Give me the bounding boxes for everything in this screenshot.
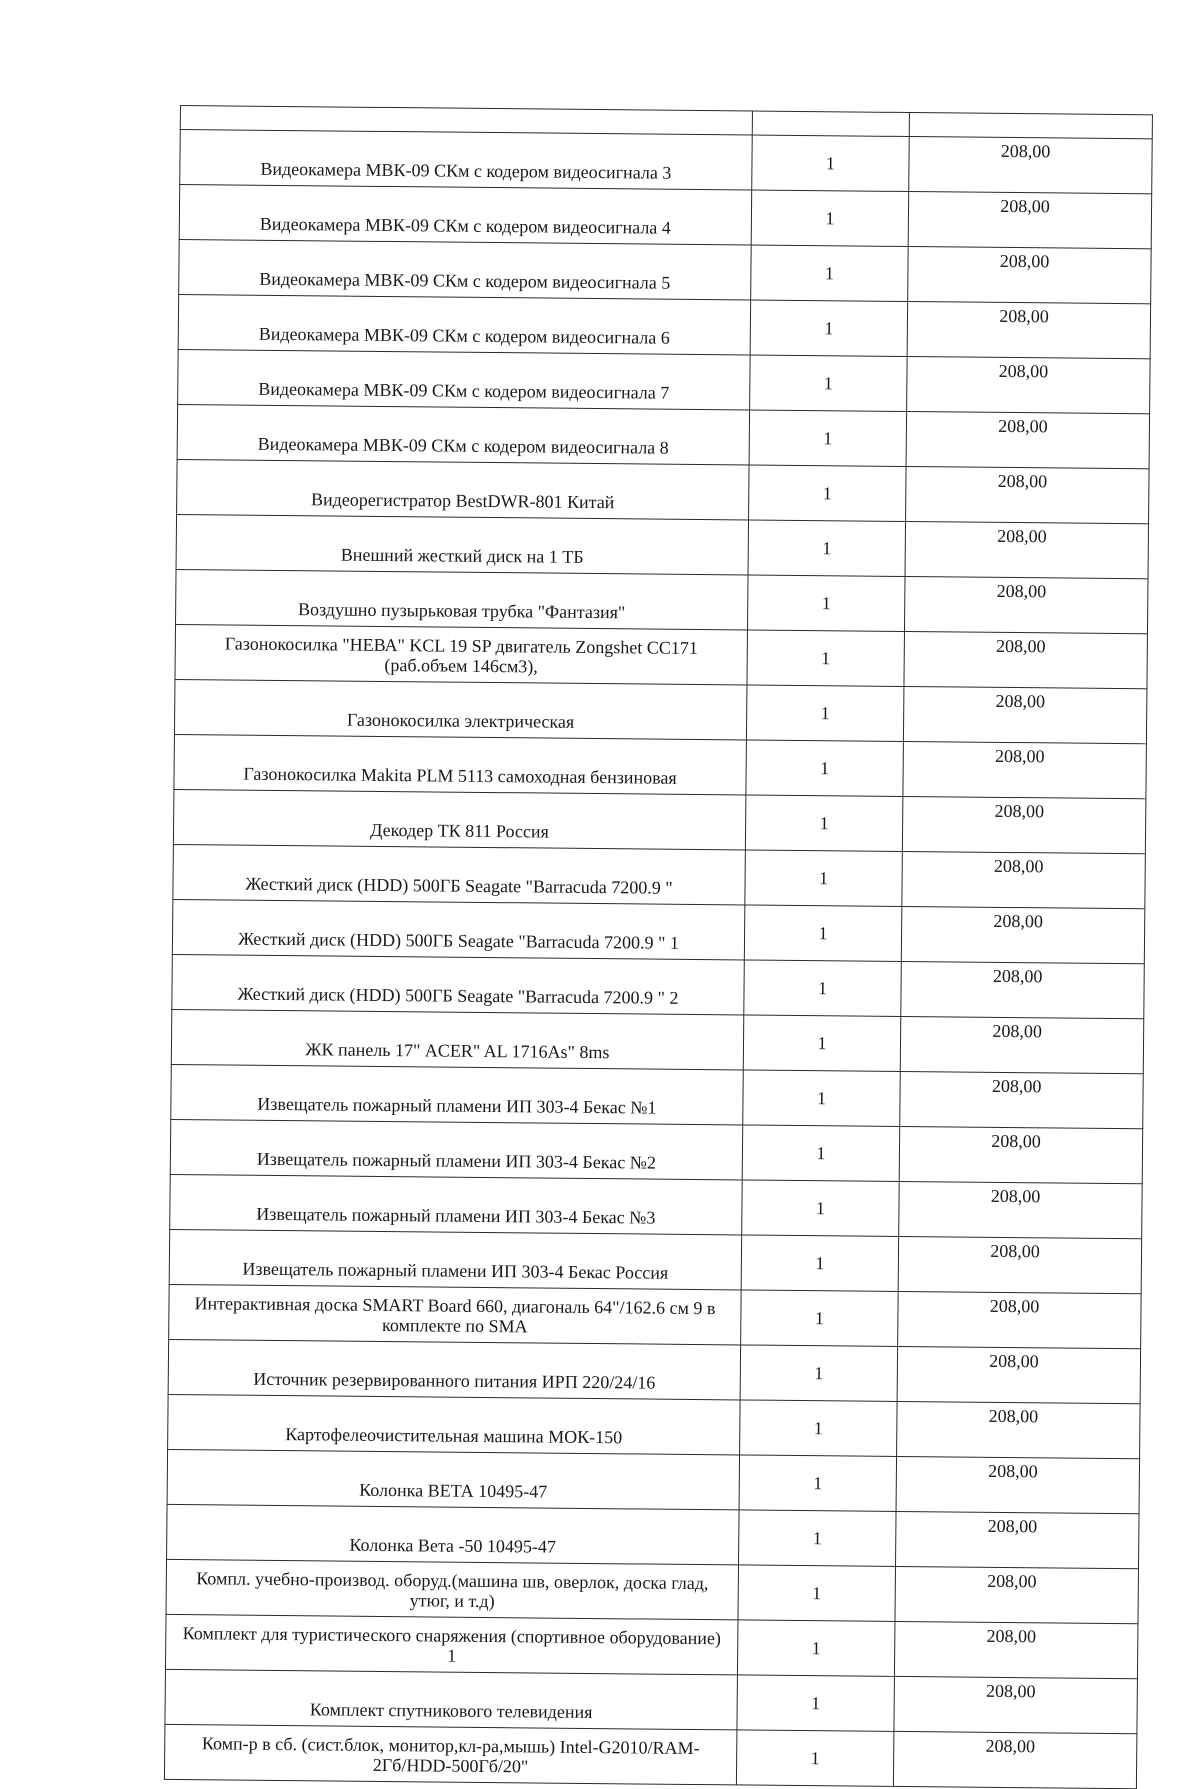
item-qty-cell: 1 [736, 1730, 894, 1787]
item-qty-cell: 1 [748, 520, 906, 577]
item-qty-cell: 1 [743, 1070, 901, 1127]
table-row [176, 514, 1148, 578]
table-row [175, 624, 1147, 688]
item-name-cell: Комплект для туристического снаряжения (спортивное оборудование) 1 [165, 1614, 738, 1674]
table-row [167, 1449, 1139, 1513]
table-row [180, 130, 1152, 194]
item-name-cell: Колонка ВЕТА 10495-47 [167, 1449, 740, 1509]
table-row [177, 459, 1149, 523]
item-value-cell: 208,00 [899, 1126, 1143, 1183]
item-value-cell: 208,00 [901, 961, 1145, 1018]
item-value-cell: 208,00 [897, 1346, 1141, 1403]
item-name-cell: Комп-р в сб. (сист.блок, монитор,кл-ра,мышь) Intel-G2010/RAM-2Гб/HDD-500Гб/20" [164, 1724, 737, 1784]
document-sheet [164, 105, 1152, 1789]
item-qty-cell: 1 [740, 1345, 898, 1402]
table-row [168, 1394, 1140, 1458]
item-name-cell: Компл. учебно-производ. оборуд.(машина шв, оверлок, доска глад, утюг, и т.д) [166, 1559, 739, 1619]
item-name-cell: Видеокамера МВК-09 СКм с кодером видеосигнала 7 [178, 349, 751, 409]
item-value-cell: 208,00 [906, 411, 1150, 468]
item-qty-cell: 1 [750, 355, 908, 412]
table-row [170, 1174, 1142, 1238]
item-name-cell: Видеокамера МВК-09 СКм с кодером видеосигнала 6 [178, 294, 751, 354]
item-value-cell: 208,00 [907, 301, 1151, 358]
item-value-cell: 208,00 [904, 576, 1148, 633]
header-cell-qty [752, 111, 909, 137]
item-value-cell: 208,00 [897, 1401, 1141, 1458]
item-name-cell: Извещатель пожарный пламени ИП 303-4 Бекас №2 [170, 1119, 743, 1179]
item-qty-cell: 1 [739, 1455, 897, 1512]
item-value-cell: 208,00 [909, 137, 1153, 194]
item-name-cell: Воздушно пузырьковая трубка "Фантазия" [176, 569, 749, 629]
item-value-cell: 208,00 [903, 741, 1147, 798]
item-value-cell: 208,00 [898, 1291, 1142, 1348]
item-qty-cell: 1 [741, 1290, 899, 1347]
table-row [177, 404, 1149, 468]
table-row [167, 1504, 1139, 1568]
item-value-cell: 208,00 [902, 796, 1146, 853]
item-qty-cell: 1 [746, 685, 904, 742]
table-row [169, 1229, 1141, 1293]
item-qty-cell: 1 [749, 410, 907, 467]
item-value-cell: 208,00 [895, 1566, 1139, 1623]
item-name-cell: Колонка Вета -50 10495-47 [167, 1504, 740, 1564]
item-qty-cell: 1 [751, 190, 909, 247]
item-name-cell: Источник резервированного питания ИРП 220/24/16 [168, 1339, 741, 1399]
item-value-cell: 208,00 [903, 686, 1147, 743]
item-qty-cell: 1 [742, 1180, 900, 1237]
table-row [179, 185, 1151, 249]
item-value-cell: 208,00 [905, 521, 1149, 578]
item-name-cell: Видеокамера МВК-09 СКм с кодером видеосигнала 3 [180, 130, 753, 190]
item-name-cell: Газонокосилка Makita PLM 5113 самоходная бензиновая [174, 734, 747, 794]
table-row [171, 1064, 1143, 1128]
table-row [178, 294, 1150, 358]
table-row [179, 239, 1151, 303]
item-name-cell: Видеокамера МВК-09 СКм с кодером видеосигнала 4 [179, 185, 752, 245]
item-name-cell: Извещатель пожарный пламени ИП 303-4 Бекас Россия [169, 1229, 742, 1289]
item-name-cell: ЖК панель 17" ACER" AL 1716As" 8ms [171, 1009, 744, 1069]
item-value-cell: 208,00 [901, 906, 1145, 963]
table-row [172, 954, 1144, 1018]
table-row [171, 1009, 1143, 1073]
item-name-cell: Декодер ТК 811 Россия [173, 789, 746, 849]
table-row [166, 1559, 1138, 1623]
table-row [165, 1614, 1137, 1678]
table-row [173, 789, 1145, 853]
item-qty-cell: 1 [746, 740, 904, 797]
item-value-cell: 208,00 [908, 191, 1152, 248]
item-name-cell: Интерактивная доска SMART Board 660, диагональ 64"/162.6 см 9 в комплекте по SMA [169, 1284, 742, 1344]
item-qty-cell: 1 [739, 1510, 897, 1567]
item-name-cell: Видеокамера МВК-09 СКм с кодером видеосигнала 8 [177, 404, 750, 464]
item-name-cell: Газонокосилка "НЕВА" KCL 19 SP двигатель Zongshet CC171 (раб.объем 146см3), [175, 624, 748, 684]
table-row [174, 734, 1146, 798]
item-name-cell: Извещатель пожарный пламени ИП 303-4 Бекас №1 [171, 1064, 744, 1124]
header-cell-value [909, 113, 1152, 139]
item-qty-cell: 1 [750, 300, 908, 357]
table-row [165, 1669, 1137, 1733]
item-qty-cell: 1 [742, 1125, 900, 1182]
table-row [169, 1284, 1141, 1348]
table-row [164, 1724, 1136, 1788]
item-value-cell: 208,00 [906, 466, 1150, 523]
item-qty-cell: 1 [744, 905, 902, 962]
table-row [178, 349, 1150, 413]
item-value-cell: 208,00 [902, 851, 1146, 908]
item-qty-cell: 1 [745, 850, 903, 907]
item-value-cell: 208,00 [904, 631, 1148, 688]
table-row [172, 899, 1144, 963]
item-value-cell: 208,00 [898, 1236, 1142, 1293]
item-value-cell: 208,00 [908, 246, 1152, 303]
item-name-cell: Жесткий диск (HDD) 500ГБ Seagate "Barracuda 7200.9 " 1 [172, 899, 745, 959]
item-value-cell: 208,00 [893, 1731, 1137, 1788]
item-value-cell: 208,00 [907, 356, 1151, 413]
item-value-cell: 208,00 [894, 1676, 1138, 1733]
item-name-cell: Комплект спутникового телевидения [165, 1669, 738, 1729]
item-name-cell: Внешний жесткий диск на 1 ТБ [176, 514, 749, 574]
inventory-table-body [164, 106, 1152, 1789]
item-qty-cell: 1 [745, 795, 903, 852]
item-value-cell: 208,00 [900, 1016, 1144, 1073]
item-value-cell: 208,00 [900, 1071, 1144, 1128]
item-qty-cell: 1 [738, 1565, 896, 1622]
item-qty-cell: 1 [752, 135, 910, 192]
item-value-cell: 208,00 [899, 1181, 1143, 1238]
item-qty-cell: 1 [747, 630, 905, 687]
inventory-table [164, 105, 1153, 1789]
item-name-cell: Жесткий диск (HDD) 500ГБ Seagate "Barracuda 7200.9 " 2 [172, 954, 745, 1014]
item-value-cell: 208,00 [896, 1511, 1140, 1568]
item-value-cell: 208,00 [894, 1621, 1138, 1678]
item-qty-cell: 1 [749, 465, 907, 522]
item-qty-cell: 1 [737, 1675, 895, 1732]
item-value-cell: 208,00 [896, 1456, 1140, 1513]
item-qty-cell: 1 [743, 1015, 901, 1072]
item-name-cell: Видеокамера МВК-09 СКм с кодером видеосигнала 5 [179, 239, 752, 299]
item-qty-cell: 1 [747, 575, 905, 632]
item-name-cell: Жесткий диск (HDD) 500ГБ Seagate "Barracuda 7200.9 " [173, 844, 746, 904]
table-row [174, 679, 1146, 743]
item-name-cell: Извещатель пожарный пламени ИП 303-4 Бекас №3 [170, 1174, 743, 1234]
table-row [173, 844, 1145, 908]
item-qty-cell: 1 [744, 960, 902, 1017]
item-name-cell: Газонокосилка электрическая [174, 679, 747, 739]
table-row [176, 569, 1148, 633]
table-row [170, 1119, 1142, 1183]
item-name-cell: Картофелеочистительная машина МОК-150 [168, 1394, 741, 1454]
item-qty-cell: 1 [740, 1400, 898, 1457]
item-qty-cell: 1 [751, 245, 909, 302]
table-row [168, 1339, 1140, 1403]
item-name-cell: Видеорегистратор BestDWR-801 Китай [177, 459, 750, 519]
item-qty-cell: 1 [737, 1620, 895, 1677]
item-qty-cell: 1 [741, 1235, 899, 1292]
